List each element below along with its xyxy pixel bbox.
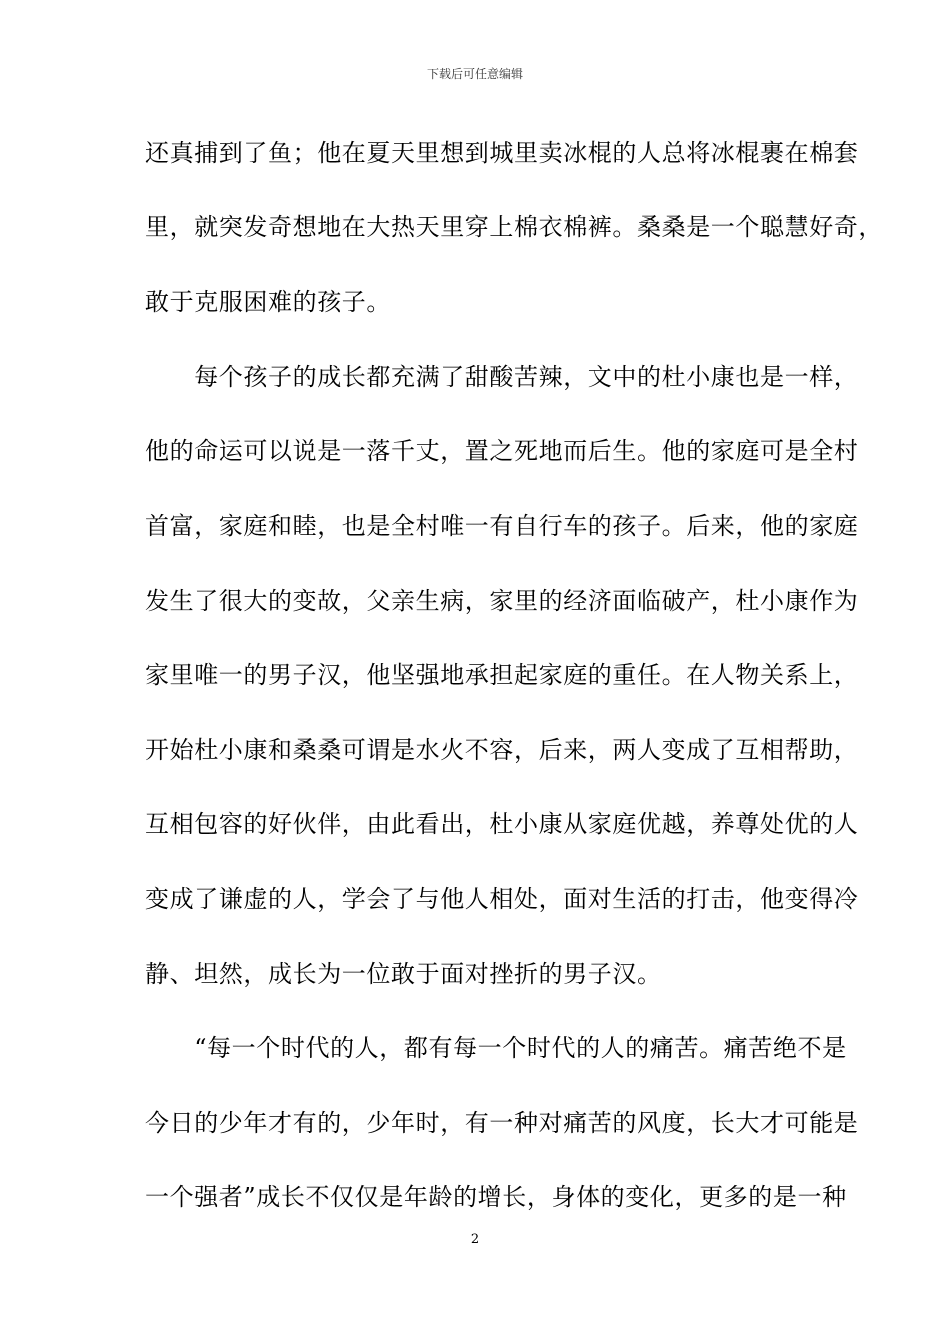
text-line: 里，就突发奇想地在大热天里穿上棉衣棉裤。桑桑是一个聪慧好奇， [145, 213, 883, 241]
text-line: 他的命运可以说是一落千丈，置之死地而后生。他的家庭可是全村 [145, 437, 859, 465]
text-line: 每个孩子的成长都充满了甜酸苦辣，文中的杜小康也是一样， [145, 363, 859, 391]
text-line: 一个强者”成长不仅仅是年龄的增长，身体的变化，更多的是一种 [145, 1183, 847, 1211]
page-number: 2 [470, 1232, 480, 1247]
text-line: “每一个时代的人，都有每一个时代的人的痛苦。痛苦绝不是 [145, 1034, 847, 1062]
text-line: 互相包容的好伙伴，由此看出，杜小康从家庭优越，养尊处优的人 [145, 810, 859, 838]
text-line: 开始杜小康和桑桑可谓是水火不容，后来，两人变成了互相帮助， [145, 736, 859, 764]
text-line: 静、坦然，成长为一位敢于面对挫折的男子汉。 [145, 960, 662, 988]
page-header: 下载后可任意编辑 [426, 67, 523, 81]
text-line: 家里唯一的男子汉，他坚强地承担起家庭的重任。在人物关系上， [145, 661, 859, 689]
text-line: 首富，家庭和睦，也是全村唯一有自行车的孩子。后来，他的家庭 [145, 512, 859, 540]
text-line: 还真捕到了鱼；他在夏天里想到城里卖冰棍的人总将冰棍裹在棉套 [145, 139, 859, 167]
text-line: 变成了谦虚的人，学会了与他人相处，面对生活的打击，他变得冷 [145, 885, 859, 913]
text-line: 今日的少年才有的，少年时，有一种对痛苦的风度，长大才可能是 [145, 1109, 859, 1137]
text-line: 敢于克服困难的孩子。 [145, 288, 391, 316]
text-line: 发生了很大的变故，父亲生病，家里的经济面临破产，杜小康作为 [145, 587, 859, 615]
